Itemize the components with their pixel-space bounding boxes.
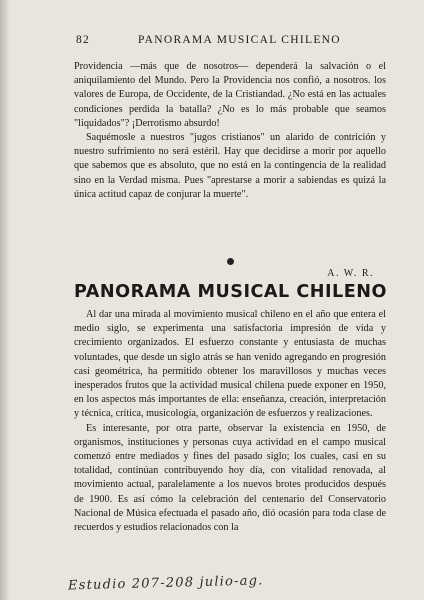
running-head: PANORAMA MUSICAL CHILENO: [138, 34, 341, 46]
article-paragraph: Es interesante, por otra parte, observar la existencia en 1950, de organismos, instituciones y personas cuya actividad en el campo musical comenzó entre mediados y fines del pasado siglo; los cuales, casi en su totalidad, continúan contribuyendo hoy día, con vitalidad renovada, al movimiento actual, paralelamente a los nuevos brotes producidos después de 1900. Es así cómo la celebración del centenario del Conservatorio Nacional de Música efectuada el pasado año, dió ocasión para toda clase de recuerdos y estudios relacionados con la: [74, 422, 386, 534]
article-title: PANORAMA MUSICAL CHILENO: [74, 282, 387, 302]
previous-article-paragraph: Saquémosle a nuestros "jugos cristianos" un alarido de contrición y nuestro sufrimiento no será estéril. Hay que decidirse a morir por aquello que sabemos que es absoluto, que no está en la contingencia de la realidad sino en la Verdad misma. Pues "aprestarse a morir a sabiendas es quizá la única actitud capaz de conjurar la muerte".: [74, 132, 386, 200]
section-divider-dot: [227, 258, 234, 265]
page-edge-shadow: [0, 0, 10, 600]
author-signature: A. W. R.: [327, 268, 374, 279]
page-header: [62, 34, 392, 52]
article-paragraph: Al dar una mirada al movimiento musical chileno en el año que entera el medio siglo, se experimenta una satisfactoria impresión de vida y crecimiento organizados. El esfuerzo constante y entusiasta de muchas voluntades, que desde un siglo atrás se han venido agregando en progresión casi geométrica, ha permitido obtener los maravillosos y muchas veces inesperados frutos que la actividad musical chilena puede exponer en 1950, en los aspectos más importantes de ella: enseñanza, creación, interpretación y técnica, crítica, musicología, organización de esfuerzos y realizaciones.: [74, 309, 386, 420]
handwritten-annotation: Estudio 207-208 julio-ag.: [67, 573, 264, 594]
previous-article-paragraph: Providencia —más que de nosotros— dependerá la salvación o el aniquilamiento del Mundo. Pero la Providencia nos confió, a nosotros. los valores de Europa, de Occidente, de la Cristiandad. ¿No está en las actuales condiciones perdida la batalla? ¿No es lo más probable que seamos "liquidados"? ¡Derrotismo absurdo!: [74, 61, 386, 129]
previous-article-text: [74, 60, 386, 202]
article-body: [74, 308, 386, 535]
page-number: 82: [76, 34, 91, 46]
